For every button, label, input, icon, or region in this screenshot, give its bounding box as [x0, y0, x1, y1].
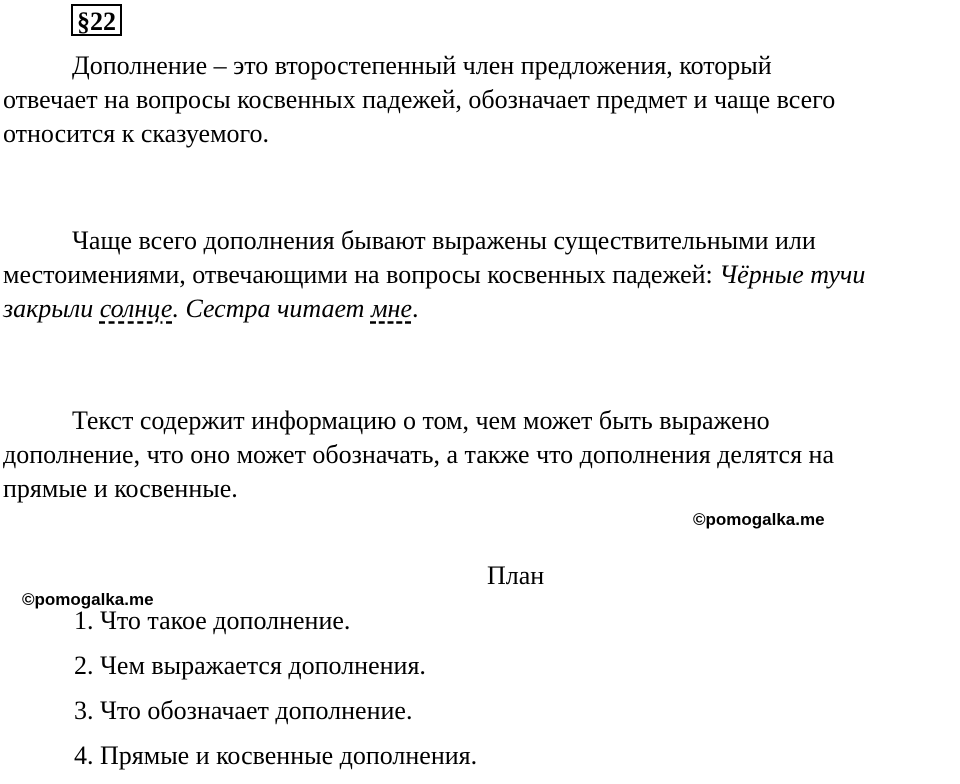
example-text: Чёрные тучи: [719, 260, 866, 289]
paragraph-definition: [3, 49, 960, 151]
paragraph-expression: [3, 224, 960, 326]
example-text: закрыли: [3, 294, 100, 323]
plan-title: План: [487, 561, 545, 590]
watermark: ©pomogalka.me: [22, 590, 154, 609]
paragraph-line: отвечает на вопросы косвенных падежей, обозначает предмет и чаще всего: [3, 85, 836, 114]
paragraph-line: Чаще всего дополнения бывают выражены существительными или: [72, 226, 816, 255]
plan-item: 2. Чем выражается дополнения.: [74, 651, 426, 680]
paragraph-line: Дополнение – это второстепенный член предложения, который: [72, 51, 772, 80]
paragraph-line: Текст содержит информацию о том, чем может быть выражено: [72, 406, 770, 435]
plan-item: 4. Прямые и косвенные дополнения.: [74, 741, 478, 770]
plan-item: 1. Что такое дополнение.: [74, 606, 351, 635]
paragraph-line: относится к сказуемого.: [3, 119, 270, 148]
paragraph-line: дополнение, что оно может обозначать, а также что дополнения делятся на: [3, 440, 835, 469]
example-text: . Сестра читает: [172, 294, 371, 323]
paragraph-line: прямые и косвенные.: [3, 474, 238, 503]
example-object: солнце: [99, 294, 173, 323]
paragraph-summary: [3, 404, 960, 506]
example-punctuation: .: [411, 294, 419, 323]
plan-list: [74, 604, 477, 784]
example-object: мне: [370, 294, 412, 323]
paragraph-text: местоимениями, отвечающими на вопросы косвенных падежей:: [3, 260, 720, 289]
watermark: ©pomogalka.me: [693, 510, 825, 529]
section-number: §22: [71, 4, 122, 36]
paragraph-line: [3, 258, 960, 292]
paragraph-line: [3, 292, 960, 326]
plan-item: 3. Что обозначает дополнение.: [74, 696, 413, 725]
